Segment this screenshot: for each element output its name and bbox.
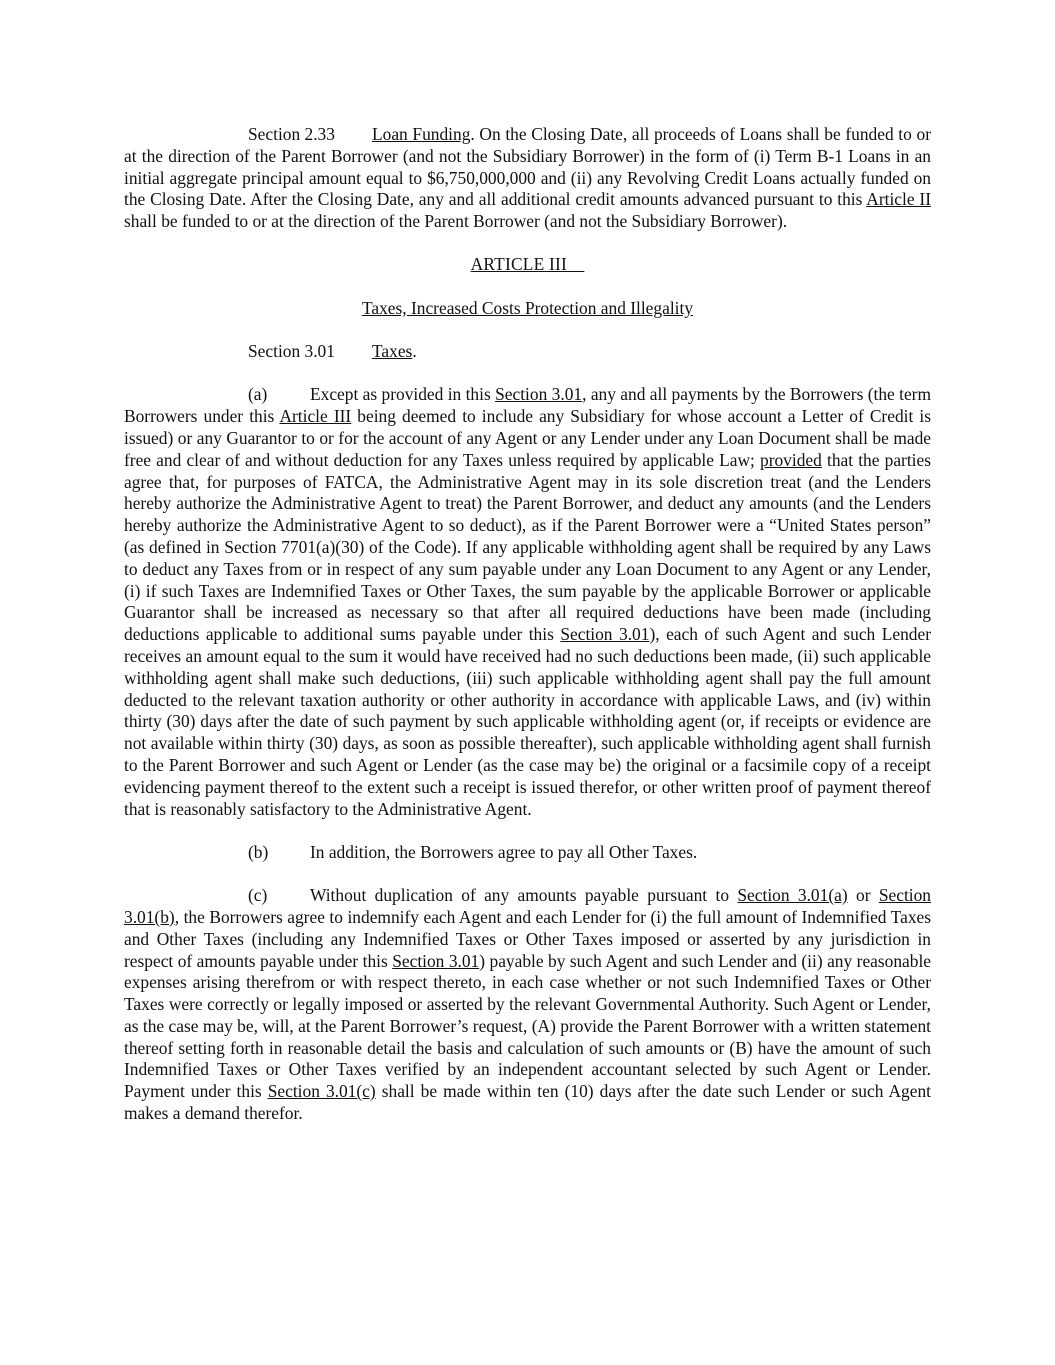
section-3-01-title: Taxes: [372, 341, 413, 362]
article-ii-reference: Article II: [866, 189, 932, 210]
article-title: Taxes, Increased Costs Protection and Illegality: [361, 297, 694, 318]
section-3-01-heading: [248, 341, 412, 361]
paragraph-a-label: (a): [248, 384, 268, 405]
section-2-33-heading: [248, 124, 470, 144]
section-3-01-reference-2: Section 3.01: [560, 624, 650, 645]
provided-term: provided: [760, 449, 822, 470]
paragraph-b-label: (b): [248, 841, 269, 862]
paragraph-c: [124, 885, 931, 1125]
section-2-33-text: . On the Closing Date, all proceeds of Loans shall be funded to or at the direction of the Parent Borrower (and not the Subsidiary Borrower) in the form of (i) Term B-1 Loans in an initial aggregate principal amount equal to $6,750,000,000 and (ii) any Revolving Credit Loans actually funded on the Closing Date. After the Closing Date, any and all additional credit amounts advanced pursuant to this: [124, 124, 931, 210]
article-iii-reference: Article III: [279, 406, 352, 427]
section-3-01b-reference: Section 3.01(b): [124, 885, 932, 927]
section-3-01-period: .: [412, 341, 417, 362]
paragraph-c-text-3: , the Borrowers agree to indemnify each Agent and each Lender for (i) the full amount of Indemnified Taxes and Other Taxes (including any Indemnified Taxes or Other Taxes imposed or asserted by any jurisdiction in respect of amounts payable under this: [124, 906, 931, 971]
article-title-line: [124, 298, 931, 320]
paragraph-a-text-4: that the parties agree that, for purposes of FATCA, the Administrative Agent may in its sole discretion treat (and the Lenders hereby authorize the Administrative Agent to treat) the Parent Borrower, and deduct any amounts (and the Lenders hereby authorize the Administrative Agent to so deduct), as if the Parent Borrower were a “United States person” (as defined in Section 7701(a)(30) of the Code). If any applicable withholding agent shall be required by any Laws to deduct any Taxes from or in respect of any sum payable under any Loan Document to any Agent or any Lender, (i) if such Taxes are Indemnified Taxes or Other Taxes, the sum payable by the applicable Borrower or applicable Guarantor shall be increased as necessary so that after all required deductions have been made (including deductions applicable to additional sums payable under this: [124, 449, 931, 645]
section-3-01-number: Section 3.01: [248, 341, 335, 362]
section-2-33-text-end: shall be funded to or at the direction of the Parent Borrower (and not the Subsidiary Borrower).: [124, 211, 788, 232]
section-2-33-title: Loan Funding: [372, 124, 471, 144]
section-2-33-paragraph: [124, 124, 931, 233]
article-heading-underline-tail: [567, 254, 584, 274]
paragraph-a-text-2: , any and all payments by the Borrowers (the term Borrowers under this: [124, 384, 931, 427]
article-heading: [124, 254, 931, 276]
section-3-01-heading-line: [124, 341, 931, 363]
paragraph-a-text-1: Except as provided in this: [310, 384, 496, 405]
paragraph-c-label: (c): [248, 885, 268, 906]
paragraph-a-text-5: ), each of such Agent and such Lender receives an amount equal to the sum it would have received had no such deductions been made, (ii) such applicable withholding agent shall make such deductions, (iii) such applicable withholding agent shall pay the full amount deducted to the relevant taxation authority or other authority in accordance with applicable Laws, and (iv) within thirty (30) days after the date of such payment by such applicable withholding agent (or, if receipts or evidence are not available within thirty (30) days, as soon as possible thereafter), such applicable withholding agent shall furnish to the Parent Borrower and such Agent or Lender (as the case may be) the original or a facsimile copy of a receipt evidencing payment thereof to the extent such a receipt is issued therefor, or other written proof of payment thereof that is reasonably satisfactory to the Administrative Agent.: [124, 624, 931, 819]
paragraph-c-text-5: shall be made within ten (10) days after the date such Lender or such Agent makes a demand therefor.: [124, 1081, 931, 1124]
paragraph-c-text-1: Without duplication of any amounts payable pursuant to: [310, 885, 738, 906]
section-3-01c-reference: Section 3.01(c): [267, 1081, 376, 1102]
section-3-01-reference: Section 3.01: [495, 384, 583, 405]
paragraph-b-text: In addition, the Borrowers agree to pay all Other Taxes.: [310, 841, 698, 862]
paragraph-b: [124, 842, 931, 864]
section-3-01-reference-3: Section 3.01: [392, 950, 480, 971]
section-3-01a-reference: Section 3.01(a): [737, 885, 848, 906]
section-2-33-number: Section 2.33: [248, 124, 335, 144]
paragraph-c-text-2: or: [847, 885, 879, 906]
paragraph-a-text-3: being deemed to include any Subsidiary for whose account a Letter of Credit is issued) or any Guarantor to or for the account of any Agent or any Lender under any Loan Document shall be made free and clear of and without deduction for any Taxes unless required by applicable Law;: [124, 406, 931, 470]
paragraph-a: [124, 384, 931, 820]
paragraph-c-text-4: ) payable by such Agent and such Lender and (ii) any reasonable expenses arising therefrom or with respect thereto, in each case whether or not such Indemnified Taxes or Other Taxes were correctly or legally imposed or asserted by the relevant Governmental Authority. Such Agent or Lender, as the case may be, will, at the Parent Borrower’s request, (A) provide the Parent Borrower with a written statement thereof setting forth in reasonable detail the basis and calculation of such amounts or (B) have the amount of such Indemnified Taxes or Other Taxes verified by an independent accountant selected by such Agent or Lender. Payment under this: [124, 950, 932, 1102]
article-number: ARTICLE III: [470, 254, 567, 275]
document-page: [124, 124, 931, 1125]
